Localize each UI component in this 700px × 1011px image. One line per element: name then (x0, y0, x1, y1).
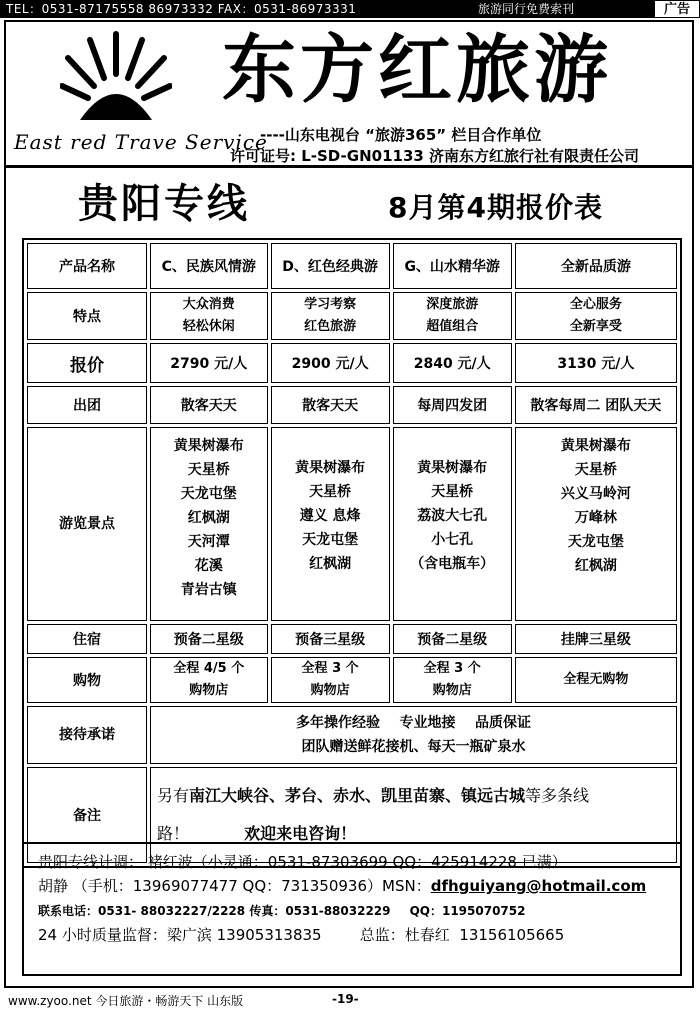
price-cell: 2840 元/人 (393, 343, 512, 383)
list-item: 青岩古镇 (180, 582, 237, 598)
brand-english: East red Trave Service (14, 130, 268, 154)
top-free-notice: 旅游同行免费索刊 (478, 2, 575, 16)
header-shop: 购物 (27, 657, 147, 703)
shop-line: 全程 4/5 个 (173, 661, 245, 676)
table-row (27, 386, 677, 424)
brand-name: 东方红旅游 (222, 27, 612, 113)
feature-cell (393, 292, 512, 340)
list-item: 兴义马岭河 (560, 486, 631, 502)
header-note: 备注 (27, 767, 147, 863)
route-title: 贵阳专线 (78, 181, 250, 227)
feature-line: 超值组合 (426, 319, 479, 334)
shop-cell (393, 657, 512, 703)
spots-cell (515, 427, 677, 621)
tour-cell: 散客天天 (150, 386, 268, 424)
license-line: 许可证号: L-SD-GN01133 济南东方红旅行社有限责任公司 (230, 147, 640, 165)
list-item: 万峰林 (574, 510, 617, 526)
note-text: 另有 (157, 786, 190, 805)
note-welcome: 欢迎来电咨询！ (244, 824, 357, 843)
promise-line: 团队赠送鲜花接机、每天一瓶矿泉水 (301, 739, 526, 755)
sun-logo-icon (60, 28, 172, 124)
contact-text: QQ：1195070752 (409, 904, 526, 918)
hotel-cell: 挂牌三星级 (515, 624, 677, 654)
tour-cell: 散客每周二 团队天天 (515, 386, 677, 424)
shop-cell (515, 657, 677, 703)
promise-line: 多年操作经验 专业地接 品质保证 (296, 715, 531, 731)
feature-line: 红色旅游 (304, 319, 357, 334)
list-item: 红枫湖 (574, 558, 617, 574)
top-bar (0, 0, 700, 18)
hotel-cell: 预备二星级 (150, 624, 268, 654)
feature-line: 全新享受 (569, 319, 622, 334)
promise-cell (150, 706, 677, 764)
top-contact: TEL：0531-87175558 86973332 FAX：0531-86973331 (6, 2, 357, 16)
spots-cell (393, 427, 512, 621)
hotel-cell: 预备二星级 (393, 624, 512, 654)
email-link[interactable]: dfhguiyang@hotmail.com (430, 877, 647, 895)
list-item: 花溪 (194, 558, 223, 574)
list-item: 小七孔 (431, 532, 474, 548)
shop-line: 购物店 (310, 683, 350, 698)
shop-line: 购物店 (432, 683, 472, 698)
product-name: 全新品质游 (515, 243, 677, 289)
header-spots: 游览景点 (27, 427, 147, 621)
list-item: 天星桥 (187, 462, 230, 478)
table-row (27, 427, 677, 621)
table-row (27, 657, 677, 703)
list-item: 天龙屯堡 (180, 486, 237, 502)
tour-cell: 每周四发团 (393, 386, 512, 424)
list-item: 天龙屯堡 (302, 532, 359, 548)
list-item: 天星桥 (574, 462, 617, 478)
list-item: （含电瓶车） (410, 556, 495, 572)
spot-list (516, 434, 676, 578)
shop-line: 全程 3 个 (423, 661, 481, 676)
feature-line: 深度旅游 (426, 297, 479, 312)
spots-cell (150, 427, 268, 621)
feature-line: 大众消费 (182, 297, 235, 312)
spot-list (394, 456, 511, 576)
list-item: 遵义 息烽 (299, 508, 361, 524)
footer-site: www.zyoo.net 今日旅游・畅游天下 山东版 (8, 994, 244, 1008)
list-item: 黄果树瀑布 (173, 438, 244, 454)
header-hotel: 住宿 (27, 624, 147, 654)
feature-cell (515, 292, 677, 340)
list-item: 天河潭 (187, 534, 230, 550)
shop-line: 全程无购物 (563, 672, 629, 687)
list-item: 天星桥 (431, 484, 474, 500)
list-item: 黄果树瀑布 (295, 460, 366, 476)
header-tour: 出团 (27, 386, 147, 424)
feature-line: 轻松休闲 (182, 319, 235, 334)
ad-badge: 广告 (654, 0, 700, 18)
price-cell: 2790 元/人 (150, 343, 268, 383)
list-item: 黄果树瀑布 (560, 438, 631, 454)
price-cell: 3130 元/人 (515, 343, 677, 383)
list-item: 天星桥 (309, 484, 352, 500)
contact-line (38, 898, 666, 923)
header-promise: 接待承诺 (27, 706, 147, 764)
hotel-cell: 预备三星级 (271, 624, 390, 654)
spot-list (151, 434, 267, 602)
list-item: 红枫湖 (187, 510, 230, 526)
price-cell: 2900 元/人 (271, 343, 390, 383)
list-item: 荔波大七孔 (417, 508, 488, 524)
divider (4, 165, 694, 168)
footer (8, 992, 359, 1009)
contact-box (22, 842, 682, 976)
shop-line: 购物店 (189, 683, 229, 698)
product-name: G、山水精华游 (393, 243, 512, 289)
header-product-name: 产品名称 (27, 243, 147, 289)
note-text: 路！ (157, 824, 190, 843)
spots-cell (271, 427, 390, 621)
spot-list (272, 456, 389, 576)
issue-title: 8月第4期报价表 (388, 191, 603, 224)
contact-text: 联系电话：0531- 88032227/2228 传真：0531-88032229 (38, 904, 391, 918)
price-table (22, 238, 682, 868)
list-item: 红枫湖 (309, 556, 352, 572)
table-row (27, 706, 677, 764)
list-item: 天龙屯堡 (567, 534, 624, 550)
contact-line: 贵阳专线计调： 褚红波（小灵通：0531-87303699 QQ：425914228 已满） (38, 853, 567, 871)
contact-line (38, 874, 666, 898)
contact-text: 胡静 （手机：13969077477 QQ：731350936）MSN： (38, 877, 431, 895)
shop-cell (150, 657, 268, 703)
shop-line: 全程 3 个 (301, 661, 359, 676)
feature-cell (150, 292, 268, 340)
coop-line: ----山东电视台 “旅游365” 栏目合作单位 (260, 126, 542, 144)
feature-line: 全心服务 (569, 297, 622, 312)
table-row (27, 624, 677, 654)
product-name: C、民族风情游 (150, 243, 268, 289)
header-price: 报价 (27, 343, 147, 383)
list-item: 黄果树瀑布 (417, 460, 488, 476)
table-row (27, 343, 677, 383)
note-text: 等多条线 (525, 786, 590, 805)
header-feature: 特点 (27, 292, 147, 340)
tour-cell: 散客天天 (271, 386, 390, 424)
table-row (27, 292, 677, 340)
page-number: -19- (332, 992, 359, 1006)
product-name: D、红色经典游 (271, 243, 390, 289)
shop-cell (271, 657, 390, 703)
note-highlight: 南江大峡谷、茅台、赤水、凯里苗寨、镇远古城 (189, 786, 526, 805)
feature-cell (271, 292, 390, 340)
feature-line: 学习考察 (304, 297, 357, 312)
table-row (27, 243, 677, 289)
contact-line: 24 小时质量监督：梁广滨 13905313835 总监：杜春红 13156105665 (38, 926, 565, 944)
